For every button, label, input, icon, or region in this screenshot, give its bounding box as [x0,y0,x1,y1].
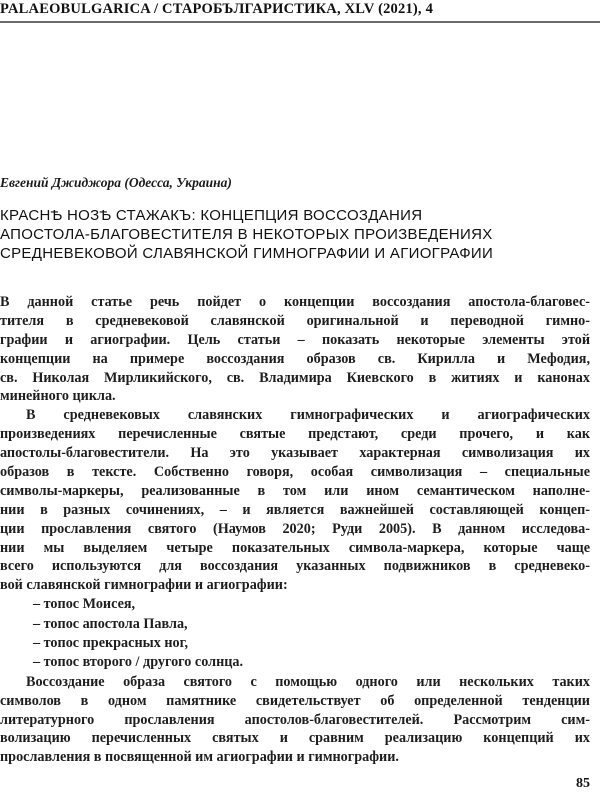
paragraph-3 [0,673,590,767]
paragraph-2 [0,406,590,595]
text-line: В данной статье речь пойдет о концепции воссоздания апостола-благовес- [0,294,590,310]
text-line: апостолы-благовестители. На это указывает характерная символизация их [0,445,590,462]
text-line: нии мы выделяем четыре показательных символа-маркера, которые чаще [0,539,590,556]
title-line: СРЕДНЕВЕКОВОЙ СЛАВЯНСКОЙ ГИМНОГРАФИИ И АГИОГРАФИИ [0,245,494,262]
text-line: нии в разных сочинениях, – и является важнейшей составляющей концеп- [0,501,590,518]
text-line: ции прославления святого (Наумов 2020; Руди 2005). В данном исследова- [0,520,590,537]
text-line: образов в тексте. Собственно говоря, особая символизация – специальные [0,464,590,481]
text-line: В средневековых славянских гимнографических и агиографических [26,407,590,424]
title-line: АПОСТОЛА-БЛАГОВЕСТИТЕЛЯ В НЕКОТОРЫХ ПРОИЗВЕДЕНИЯХ [0,226,493,243]
article-title [0,206,600,263]
text-line: произведениях перечисленные святые предстают, среди прочего, и как [0,426,590,443]
text-line: графии и агиографии. Цель статьи – показать некоторые элементы этой [0,331,590,348]
text-line: тителя в средневековой славянской оригинальной и переводной гимно- [0,312,590,329]
list-item: – топос Моисея, [33,596,136,613]
article-body [0,293,590,767]
header-rule [0,21,600,23]
text-line: волизацию перечисленных святых и сравним реализацию концепций их [0,730,590,747]
list-item: – топос прекрасных ног, [33,635,188,652]
text-line: Воссоздание образа святого с помощью одного или нескольких таких [26,673,590,690]
running-head: PALAEOBULGARICA / СТАРОБЪЛГАРИСТИКА, XLV (2021), 4 [0,1,434,17]
text-line: литературного прославления апостолов-благовестителей. Рассмотрим сим- [0,711,590,728]
text-line: вой славянской гимнографии и агиографии: [0,577,288,594]
text-line: концепции на примере воссоздания образов св. Кирилла и Мефодия, [0,350,590,367]
list-item: – топос второго / другого солнца. [33,654,244,671]
list-item: – топос апостола Павла, [33,615,188,632]
text-line: прославления в посвященной им агиографии и гимнографии. [0,749,399,766]
title-line: КРАСНѢ НОЗѢ СТАЖАКЪ: КОНЦЕПЦИЯ ВОССОЗДАНИЯ [0,207,423,224]
text-line: символов в одном памятнике свидетельствует об определенной тенденции [0,692,590,709]
text-line: всего используются для воссоздания указанных подвижников в средневеко- [0,558,590,575]
paragraph-1 [0,293,590,406]
topos-list [0,595,590,673]
text-line: св. Николая Мирликийского, св. Владимира Киевского в житиях и канонах [0,369,590,386]
text-line: символы-маркеры, реализованные в том или ином семантическом наполне- [0,482,590,499]
page-number: 85 [576,776,590,791]
text-line: минейного цикла. [0,388,116,405]
author-line: Евгений Джиджора (Одесса, Украина) [0,175,232,190]
